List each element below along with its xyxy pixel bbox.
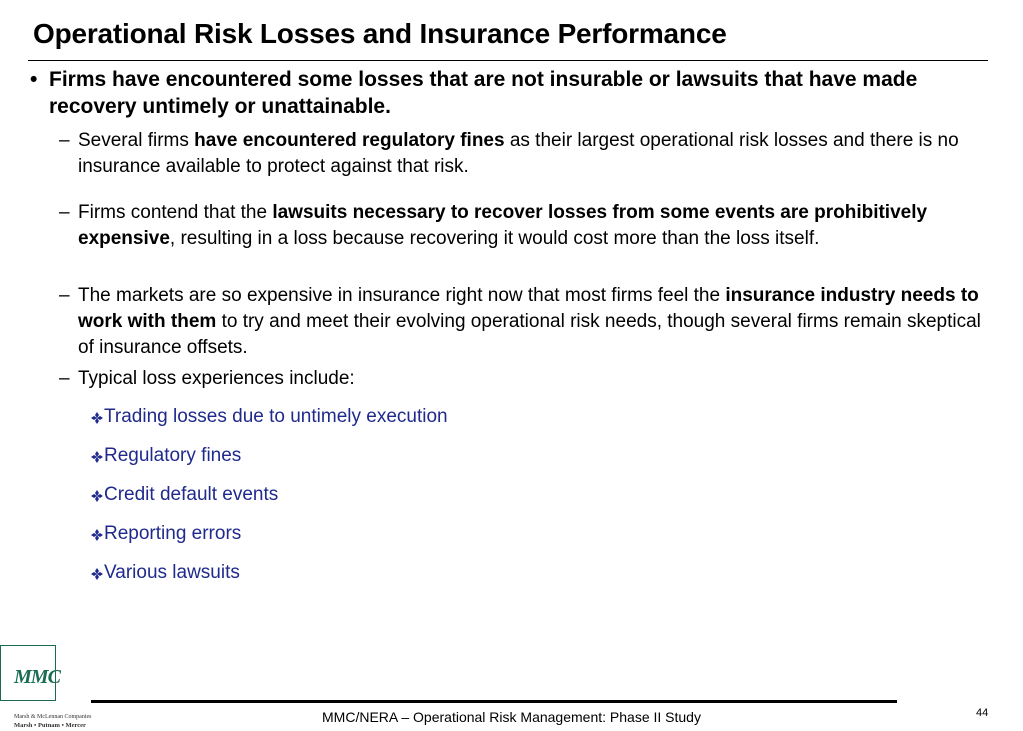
dash-marker: – [59,285,70,306]
footer-divider [91,700,897,703]
text-run: Typical loss experiences include: [78,368,355,389]
bold-run: lawsuits necessary to recover losses from some events are prohibitively expensive [78,202,928,249]
diamond-bullet-icon [91,568,103,580]
text-run: to try and meet their evolving operational risk needs, though several firms remain skeptical of insurance offsets. [78,311,981,358]
dash-marker: – [59,130,70,151]
sub-bullet-text [78,128,983,180]
bold-run: have encountered regulatory fines [194,130,505,151]
bullet-marker: • [30,68,38,91]
diamond-bullet-icon [91,529,103,541]
page-title: Operational Risk Losses and Insurance Performance [33,18,727,49]
page-number: 44 [976,707,989,719]
text-run: , resulting in a loss because recovering it would cost more than the loss itself. [169,228,820,249]
text-run: Several firms [78,130,195,151]
text-run: as their largest operational risk losses and there is no insurance available to protect against that risk. [78,130,959,177]
diamond-bullet-icon [91,412,103,424]
bold-run: insurance industry needs to work with them [78,285,979,332]
sub-bullet-text [78,283,983,361]
loss-item-text: Various lawsuits [104,562,240,583]
logo-brands-line: Marsh • Putnam • Mercer [14,722,86,729]
dash-marker: – [59,202,70,223]
sub-bullet-text [78,366,983,392]
footer [0,709,1023,725]
dash-marker: – [59,368,70,389]
sub-bullet-text [78,200,983,252]
diamond-bullet-icon [91,451,103,463]
loss-item-text: Reporting errors [104,523,242,544]
diamond-bullet-icon [91,490,103,502]
text-run: Firms contend that the [78,202,273,223]
text-run: The markets are so expensive in insurance right now that most firms feel the [78,285,726,306]
footer-text: MMC/NERA – Operational Risk Management: Phase II Study [322,709,701,725]
loss-item-text: Credit default events [104,484,279,505]
title-divider [28,60,988,61]
logo-mark: MMC [14,666,60,688]
main-bullet-text: Firms have encountered some losses that are not insurable or lawsuits that have made recovery untimely or unattainable. [49,68,918,118]
loss-item-text: Trading losses due to untimely execution [104,406,448,427]
loss-item-text: Regulatory fines [104,445,242,466]
logo-company-line: Marsh & McLennan Companies [14,714,92,720]
